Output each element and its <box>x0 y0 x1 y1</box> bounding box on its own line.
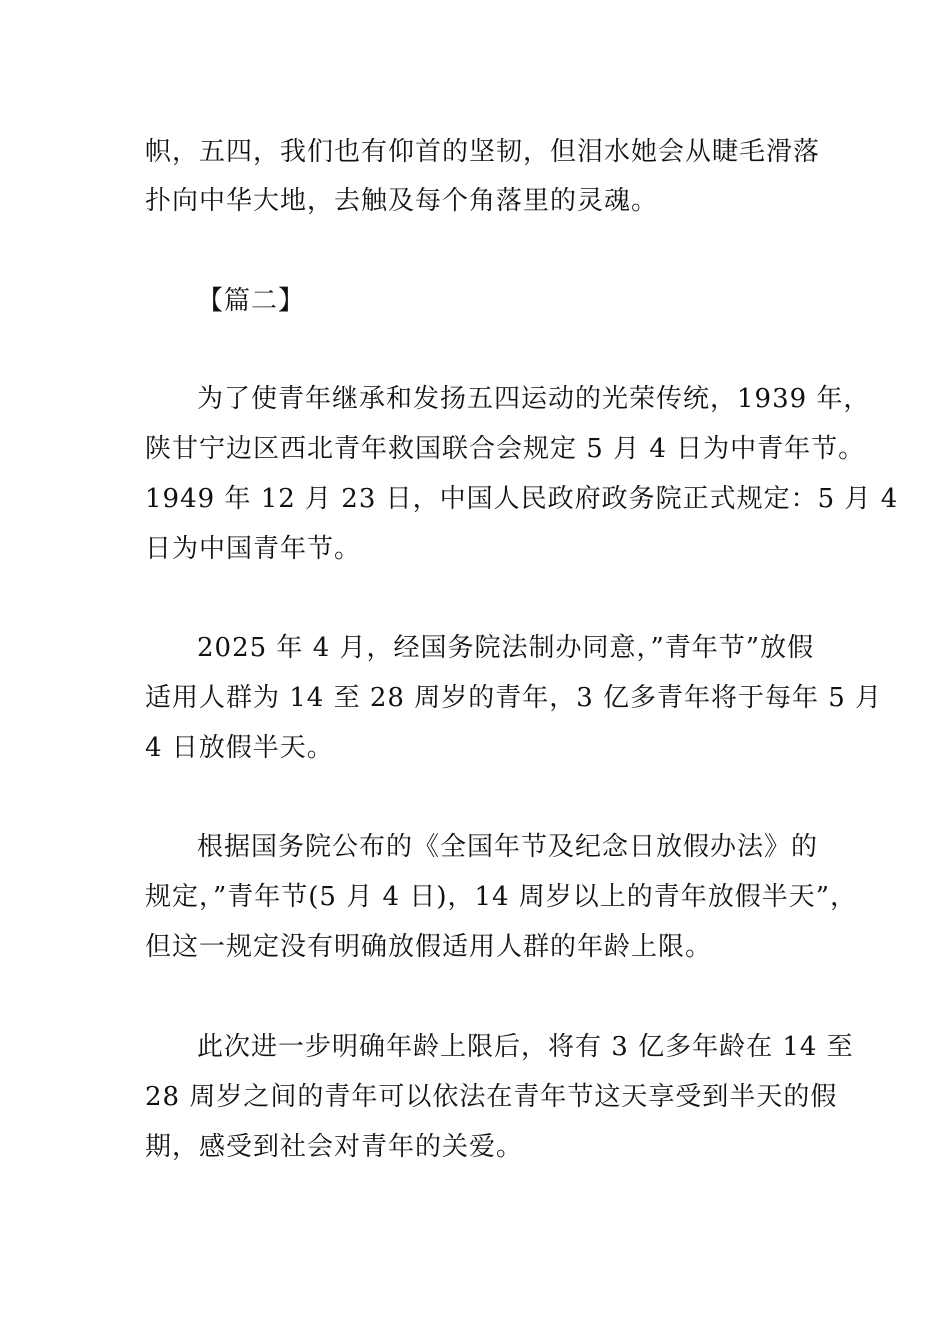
text-line: 4 日放假半天。 <box>145 733 334 763</box>
text-line: 期，感受到社会对青年的关爱。 <box>145 1132 524 1162</box>
text-line: 1949 年 12 月 23 日，中国人民政府政务院正式规定：5 月 4 <box>145 484 899 514</box>
text-line: 扑向中华大地，去触及每个角落里的灵魂。 <box>145 186 659 216</box>
text-line: 但这一规定没有明确放假适用人群的年龄上限。 <box>145 932 713 962</box>
text-line: 帜，五四，我们也有仰首的坚韧，但泪水她会从睫毛滑落 <box>145 137 821 167</box>
text-line: 根据国务院公布的《全国年节及纪念日放假办法》的 <box>197 832 819 862</box>
text-line: 此次进一步明确年龄上限后，将有 3 亿多年龄在 14 至 <box>197 1032 854 1062</box>
text-line: 日为中国青年节。 <box>145 534 362 564</box>
text-line: 适用人群为 14 至 28 周岁的青年，3 亿多青年将于每年 5 月 <box>145 683 883 713</box>
text-line: 28 周岁之间的青年可以依法在青年节这天享受到半天的假 <box>145 1082 838 1112</box>
text-line: 规定，”青年节(5 月 4 日)，14 周岁以上的青年放假半天”， <box>145 882 858 912</box>
text-line: 2025 年 4 月，经国务院法制办同意，”青年节”放假 <box>197 633 815 663</box>
text-line: 陕甘宁边区西北青年救国联合会规定 5 月 4 日为中青年节。 <box>145 434 866 464</box>
text-line: 为了使青年继承和发扬五四运动的光荣传统，1939 年， <box>197 384 871 414</box>
section-title: 【篇二】 <box>197 286 306 316</box>
